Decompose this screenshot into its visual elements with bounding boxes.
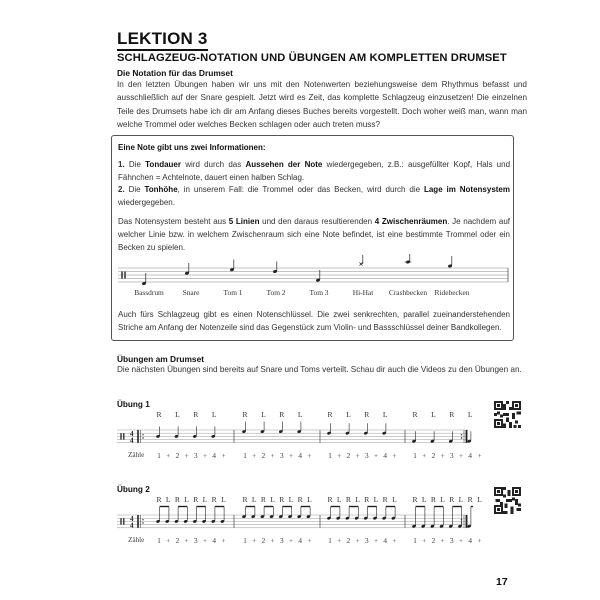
exercises-heading: Übungen am Drumset [117,354,205,364]
count-label-beat: + [307,451,312,460]
note-snare-icon [185,263,190,275]
sticking-label: L [261,410,266,419]
count-label-beat: 2 [431,451,436,460]
sticking-label: R [430,495,436,504]
sticking-label: R [279,495,285,504]
sticking-label: R [364,410,370,419]
count-label-beat: 4 [212,536,217,545]
count-label-beat: + [184,451,189,460]
sticking-label: L [270,495,275,504]
count-label-beat: 3 [364,536,369,545]
sticking-label: L [458,495,464,504]
note-hihat-icon [360,255,363,266]
info-list-item-1 [118,159,510,184]
count-label-beat: + [288,536,294,545]
count-label-beat: 2 [175,536,180,545]
note-head-icon [421,507,426,529]
note-head-icon [336,507,341,521]
count-label-beat: 3 [193,451,198,460]
count-label-beat: + [337,536,342,545]
count-label-beat: + [477,451,482,460]
count-label-beat: + [202,536,208,545]
sticking-label: R [193,495,199,504]
count-label-beat: 2 [431,536,436,545]
sticking-label: L [477,495,482,504]
sticking-label: L [440,495,445,504]
qr-code-icon[interactable] [494,401,521,428]
sticking-label: R [449,495,455,504]
sticking-label: R [364,495,370,504]
bold-term: Tonhöhe [144,185,178,194]
sticking-label: L [355,495,360,504]
count-label-beat: 4 [383,451,388,460]
count-label-beat: 2 [261,451,266,460]
sticking-label: R [156,410,162,419]
text-fragment: wiedergegeben, z.B.: ausgefüllter Kopf, Hals und Fähnchen = Achtelnote, dauert einen halben Schlag. [118,160,511,182]
exercises-paragraph: Die nächsten Übungen sind bereits auf Snare und Toms verteilt. Schau dir auch die Videos zu den Übungen an. [117,365,522,374]
count-label-beat: + [252,451,257,460]
sticking-label: L [336,495,342,504]
count-label-beat: + [288,451,294,460]
count-label-beat: + [392,451,397,460]
sticking-label: L [467,410,473,419]
note-head-icon [260,422,265,434]
note-head-icon [288,507,293,519]
count-label-beat: 4 [468,536,473,545]
sticking-label: R [156,495,162,504]
count-label-beat: 3 [449,536,454,545]
sticking-label: R [449,410,455,419]
note-head-icon [297,422,302,434]
sticking-label: R [242,410,248,419]
count-label-beat: 3 [279,536,284,545]
count-label-beat: 1 [243,536,247,545]
clef-explanation: Auch fürs Schlagzeug gibt es einen Notenschlüssel. Die zwei senkrechten, parallel zueinanderstehenden Striche am Anfang der Notenzeile sind das Gegenstück zum Violin- und Bassschlüssel deiner Bandkollegen. [118,310,510,332]
count-label-beat: + [477,536,482,545]
note-head-icon [345,423,350,435]
sticking-label: R [382,495,388,504]
count-label-beat: 1 [157,451,161,460]
note-head-icon [354,507,359,521]
note-head-icon [364,423,369,435]
count-label-beat: + [422,451,427,460]
exercise-2-title: Übung 2 [117,485,150,494]
note-head-icon [279,507,284,519]
bold-term: Tondauer [145,160,181,169]
sticking-label: L [202,495,208,504]
sticking-label: R [193,410,199,419]
instrument-label: Crashbecken [388,288,428,297]
sticking-label: L [373,495,379,504]
count-label-beat: + [392,536,397,545]
qr-code-icon[interactable] [494,487,521,514]
count-label-beat: + [440,536,445,545]
count-label-beat: 4 [212,451,217,460]
count-label-beat: 4 [383,536,388,545]
note-head-icon [269,507,274,519]
instrument-label: Snare [182,288,200,297]
info-box [111,135,514,341]
note-ride-icon [448,256,453,268]
note-head-icon [242,507,247,519]
sticking-label: L [382,410,388,419]
text-fragment: wird durch das [181,160,246,169]
count-label-beat: + [184,536,189,545]
exercise-1-staff [117,410,473,460]
note-head-icon [382,423,387,435]
exercise-1-title: Übung 1 [117,400,150,409]
note-head-icon [412,507,417,529]
count-label-beat: + [355,451,360,460]
sticking-label: L [165,495,171,504]
count-label-beat: + [422,536,427,545]
instrument-label: Tom 1 [223,288,243,297]
note-head-icon [364,507,369,521]
sticking-label: L [251,495,257,504]
count-label-beat: 3 [364,451,369,460]
note-head-icon [449,507,454,529]
sticking-label: R [242,495,248,504]
count-label-beat: + [166,536,171,545]
staff-explanation [118,215,510,254]
sticking-label: L [211,410,217,419]
note-head-icon [297,507,302,519]
count-label-beat: 2 [175,451,180,460]
sticking-label: R [327,410,333,419]
instrument-label: Bassdrum [134,288,164,297]
sticking-label: R [297,495,303,504]
note-head-icon [430,507,435,529]
sticking-label: L [421,495,427,504]
note-head-icon [260,507,265,519]
sticking-label: R [279,410,285,419]
lesson-subtitle: SCHLAGZEUG-NOTATION UND ÜBUNGEN AM KOMPLETTEN DRUMSET [117,52,507,64]
note-head-icon [251,507,256,519]
list-number: 2. [118,185,125,194]
note-head-icon [345,507,350,521]
text-fragment: Die [128,160,146,169]
count-label-beat: + [440,451,445,460]
note-head-icon [242,422,247,434]
lesson-title: LEKTION 3 [117,30,208,51]
note-head-icon [156,426,161,438]
count-label-beat: 2 [346,536,351,545]
sticking-label: R [345,495,351,504]
sticking-label: L [297,410,303,419]
sticking-label: L [221,495,226,504]
intro-heading: Die Notation für das Drumset [117,68,233,78]
count-label-beat: 3 [449,451,454,460]
count-label-beat: 2 [346,451,351,460]
text-fragment: , in unserem Fall: die Trommel oder das Becken, wird durch die [177,185,424,194]
note-head-icon [391,507,396,521]
sticking-label: R [412,495,418,504]
count-label-beat: + [270,451,275,460]
note-head-icon [279,422,284,434]
bold-term: 4 Zwischenräumen [374,217,448,226]
count-label-beat: 4 [468,451,473,460]
page-number: 17 [496,576,508,588]
note-head-icon [211,426,216,438]
count-label-beat: 2 [261,536,266,545]
count-label-beat: 3 [279,451,284,460]
count-label-beat: + [270,536,275,545]
count-label-beat: 1 [157,536,161,545]
count-label-beat: 1 [413,451,417,460]
sticking-label: R [327,495,333,504]
note-tom2-icon [273,262,278,274]
svg-text:4: 4 [130,515,134,523]
bold-term: Aussehen der Note [245,160,323,169]
svg-text:4: 4 [130,436,134,445]
count-label-beat: + [458,451,464,460]
sticking-label: R [211,495,217,504]
instrument-label: Hi-Hat [352,288,374,297]
note-tom3-icon [316,270,321,282]
instrument-label: Ridebecken [434,288,470,297]
note-head-icon [382,507,387,521]
count-label-beat: + [458,536,464,545]
note-head-icon [193,426,198,438]
count-label: Zähle [128,451,145,459]
count-label-beat: + [221,451,226,460]
sticking-label: R [174,495,180,504]
count-label-beat: 3 [193,536,198,545]
note-head-icon [327,507,332,521]
sticking-label: R [467,495,473,504]
note-head-icon [458,507,463,529]
text-fragment: Das Notensystem besteht aus [118,217,229,226]
text-fragment: Die [128,185,145,194]
count-label-beat: + [252,536,257,545]
note-head-icon [306,507,311,519]
text-fragment: . Je nachdem auf welcher Linie bzw. in welchem Zwischenraum sich eine Note befindet, ist eine bestimmte Trommel oder ein Becken zu spielen. [118,217,510,252]
note-tom1-icon [230,260,235,272]
bold-term: Lage im Notensystem [423,185,510,194]
sticking-label: L [175,410,180,419]
count-label-beat: 1 [413,536,417,545]
bold-term: 5 Linien [228,217,260,226]
note-crash-icon [405,254,412,264]
count-label-beat: + [373,451,379,460]
sticking-label: L [392,495,397,504]
sticking-label: R [412,410,418,419]
sticking-label: R [260,495,266,504]
count-label-beat: 1 [243,451,247,460]
count-label-beat: + [221,536,226,545]
count-label-beat: 1 [328,451,332,460]
note-head-icon [327,423,332,435]
sticking-label: L [184,495,189,504]
sticking-label: L [431,410,436,419]
note-head-icon [467,507,472,529]
svg-text:4: 4 [130,521,134,530]
count-label-beat: 4 [298,536,303,545]
note-head-icon [373,507,378,521]
text-fragment: wiedergegeben. [118,197,175,207]
count-label-beat: + [307,536,312,545]
instrument-label: Tom 3 [309,288,329,297]
instrument-label: Tom 2 [266,288,286,297]
sticking-label: L [307,495,312,504]
count-label-beat: 1 [328,536,332,545]
count-label-beat: + [355,536,360,545]
count-label-beat: + [373,536,379,545]
note-head-icon [174,426,179,438]
count-label: Zähle [128,536,145,544]
count-label-beat: + [337,451,342,460]
count-label-beat: + [202,451,208,460]
note-head-icon [439,507,444,529]
svg-text:4: 4 [130,430,134,438]
info-list-item-2 [118,184,510,209]
text-fragment: und den daraus resultierenden [259,217,375,226]
count-label-beat: 4 [298,451,303,460]
sticking-label: L [346,410,351,419]
sticking-label: L [288,495,294,504]
info-box-heading: Eine Note gibt uns zwei Informationen: [118,143,266,152]
count-label-beat: + [166,451,171,460]
intro-paragraph: In den letzten Übungen haben wir uns mit den Notenwerten beziehungsweise dem Rhythmus befasst und ausschließlich auf der Snare gespielt. Jetzt wird es Zeit, das komplette Schlagzeug einzusetzen! Die einzelnen Teile des Drumsets habe ich dir am Anfang dieses Buches bereits vorgestellt. Doch woher weiß man, wann man welche Trommel oder welches Becken schlagen oder auch treten muss? [117,80,527,129]
list-number: 1. [118,160,125,169]
